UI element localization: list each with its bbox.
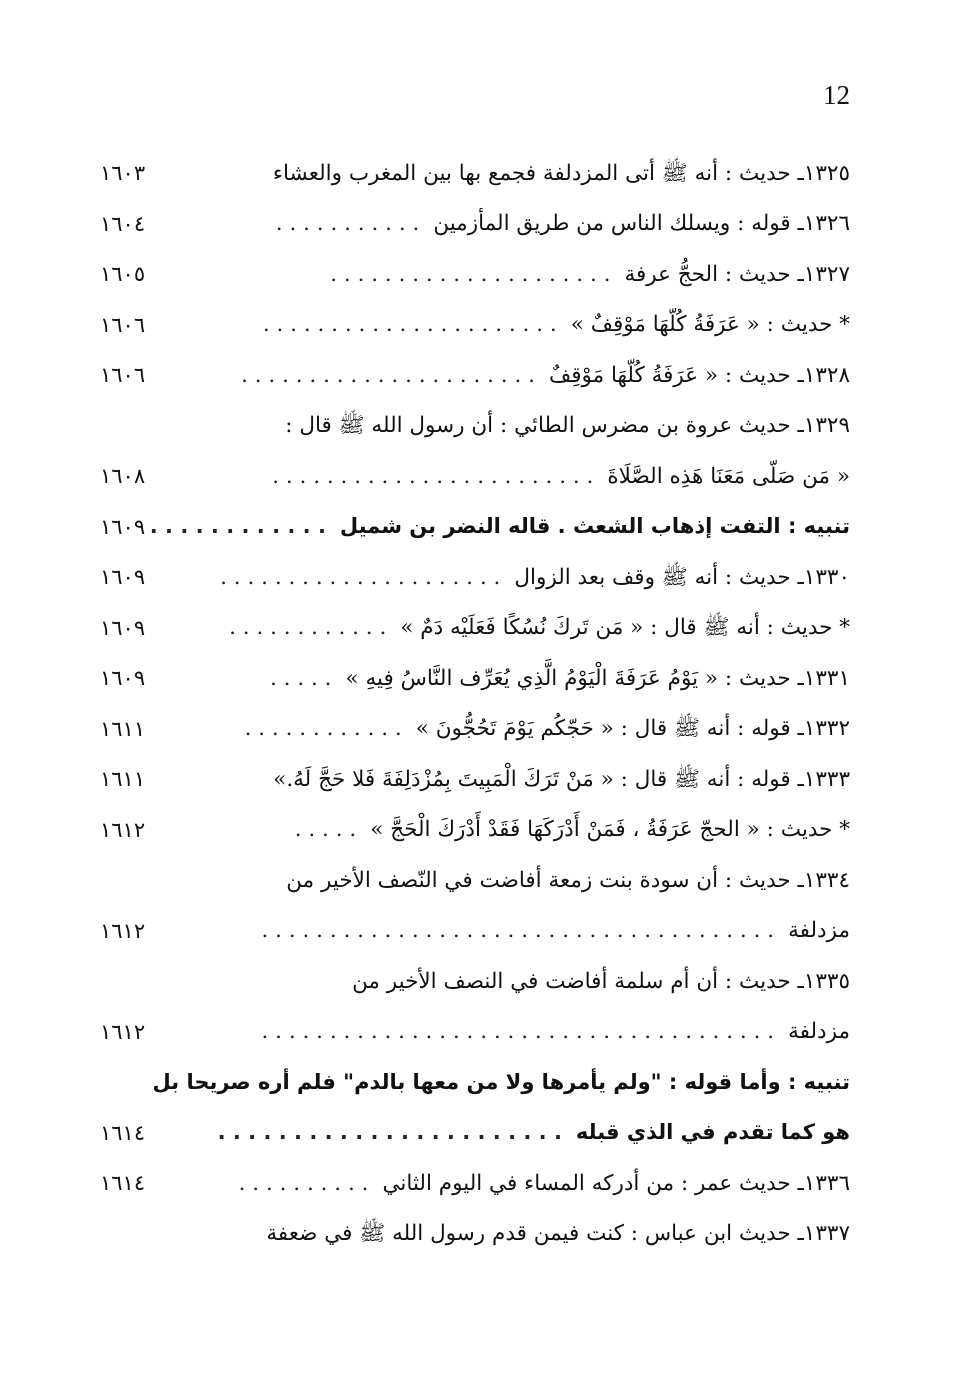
toc-entry-text: تنبيه : التفت إذهاب الشعث . قاله النضر بن شميل (339, 514, 850, 539)
toc-leader-dots: . . . . . . . . . . . (275, 211, 420, 236)
toc-leader-dots: . . . . . . . . . . (238, 1170, 369, 1196)
toc-page-number: ١٦٠٩ (100, 514, 146, 539)
toc-entry (215, 766, 850, 792)
toc-entry (215, 362, 850, 388)
toc-page-number: ١٦١١ (100, 716, 146, 741)
toc-entry-text: ١٣٣٠ـ حديث : أنه ﷺ وقف بعد الزوال (514, 564, 850, 590)
toc-entry-text: تنبيه : وأما قوله : "ولم يأمرها ولا من معها بالدم" فلم أره صريحا بل (152, 1069, 850, 1094)
toc-entry-text: ١٣٢٦ـ قوله : ويسلك الناس من طريق المأزمين (433, 211, 850, 236)
toc-page-number: ١٦١٤ (100, 1120, 146, 1145)
toc-entry-text: ١٣٣٧ـ حديث ابن عباس : كنت فيمن قدم رسول الله ﷺ في ضعفة (266, 1221, 850, 1246)
toc-entry (215, 463, 850, 489)
toc-page-number: ١٦١٢ (100, 1019, 146, 1044)
toc-page-number: ١٦٠٩ (100, 666, 146, 691)
table-of-contents (100, 148, 850, 1259)
toc-row (100, 451, 850, 502)
toc-page-number: ١٦٠٩ (100, 565, 146, 590)
toc-entry (215, 261, 850, 287)
toc-row (100, 754, 850, 805)
toc-row (100, 855, 850, 906)
toc-entry (215, 665, 850, 691)
toc-leader-dots: . . . . . . . . . . . . . . . . . . . . . . . . (272, 463, 594, 489)
toc-row (100, 653, 850, 704)
toc-entry-text: ١٣٣١ـ حديث : « يَوْمُ عَرَفَةَ الْيَوْمُ الَّذِي يُعَرِّف النَّاسُ فِيهِ » (345, 665, 850, 691)
toc-page-number: ١٦٠٥ (100, 262, 146, 287)
toc-leader-dots: . . . . . . . . . . . . . . . . . . . . . (330, 261, 611, 287)
toc-row (100, 1057, 850, 1108)
toc-entry-text: * حديث : أنه ﷺ قال : « مَن تَركَ نُسُكًا فَعَلَيْه دَمٌ » (400, 615, 850, 640)
toc-leader-dots: . . . . . . . . . . . . . . . . . . . . . . (241, 362, 535, 388)
toc-page-number: ١٦٠٨ (100, 464, 146, 489)
page-number: 12 (823, 80, 850, 110)
toc-entry (152, 1069, 850, 1094)
toc-entry (215, 617, 850, 639)
toc-entry (215, 718, 850, 740)
toc-row (100, 249, 850, 300)
toc-row (100, 704, 850, 755)
toc-entry-text: مزدلفة (788, 1019, 850, 1044)
toc-entry-text: ١٣٣٤ـ حديث : أن سودة بنت زمعة أفاضت في النّصف الأخير من (286, 867, 850, 893)
toc-entry-text: مزدلفة (788, 918, 850, 943)
toc-row (100, 552, 850, 603)
toc-page-number: ١٦١٢ (100, 918, 146, 943)
toc-entry (215, 819, 850, 841)
toc-row (100, 1108, 850, 1159)
toc-entry-text: « مَن صَلّى مَعَنَا هَذِه الصَّلَاةَ (607, 463, 850, 489)
toc-entry-text: ١٣٣٢ـ قوله : أنه ﷺ قال : « حَجّكُم يَوْمَ تَحُجُّونَ » (415, 716, 850, 741)
toc-row (100, 1158, 850, 1209)
toc-page-number: ١٦٠٦ (100, 363, 146, 388)
toc-row (100, 805, 850, 856)
toc-row (100, 401, 850, 452)
toc-page-number: ١٦١٢ (100, 817, 146, 842)
toc-page-number: ١٦٠٦ (100, 312, 146, 337)
toc-entry-text: * حديث : « عَرَفَةُ كُلّهَا مَوْقِفٌ » (570, 312, 850, 337)
toc-row (100, 603, 850, 654)
toc-row (100, 956, 850, 1007)
toc-row (100, 1007, 850, 1058)
toc-entry (215, 867, 850, 893)
toc-row (100, 906, 850, 957)
toc-leader-dots: . . . . . (294, 817, 357, 842)
toc-entry (149, 514, 850, 539)
toc-entry (215, 564, 850, 590)
toc-entry (215, 415, 850, 437)
toc-page-number: ١٦٠٤ (100, 211, 146, 236)
toc-leader-dots: . . . . . . . . . . . . . . . . . . . . . . . . . . . . . . . . . . . . . . (261, 1019, 775, 1044)
toc-entry-text: ١٣٢٧ـ حديث : الحجُّ عرفة (624, 261, 850, 287)
toc-leader-dots: . . . . . . . . . . . . . . . . . . . . . (220, 564, 501, 590)
toc-entry-text: ١٣٣٥ـ حديث : أن أم سلمة أفاضت في النصف الأخير من (352, 968, 850, 994)
toc-entry-text: ١٣٣٣ـ قوله : أنه ﷺ قال : « مَنْ تَرَكَ الْمَبِيتَ بِمُزْدَلِفَةَ فَلا حَجَّ لَهُ.» (273, 766, 850, 792)
toc-entry-text: ١٣٢٨ـ حديث : « عَرَفَةُ كُلّهَا مَوْقِفٌ (548, 362, 850, 388)
toc-entry (215, 1021, 850, 1043)
toc-leader-dots: . . . . . . . . . . . . (244, 716, 402, 741)
toc-entry-text: هو كما تقدم في الذي قبله (575, 1120, 850, 1145)
toc-leader-dots: . . . . . . . . . . . . . . . . . . . . . . (262, 312, 557, 337)
toc-leader-dots: . . . . . . . . . . . . (149, 514, 326, 539)
toc-entry (215, 920, 850, 942)
toc-entry (215, 1170, 850, 1196)
toc-entry (215, 1122, 850, 1143)
toc-row (100, 148, 850, 199)
toc-page-number: ١٦٠٩ (100, 615, 146, 640)
toc-leader-dots: . . . . . (270, 665, 332, 691)
toc-row (100, 502, 850, 553)
toc-entry-text: ١٣٢٥ـ حديث : أنه ﷺ أتى المزدلفة فجمع بها بين المغرب والعشاء (272, 160, 850, 186)
toc-entry-text: ١٣٣٦ـ حديث عمر : من أدركه المساء في اليوم الثاني (382, 1170, 850, 1196)
toc-row (100, 350, 850, 401)
toc-row (100, 300, 850, 351)
toc-page-number: ١٦١١ (100, 767, 146, 792)
toc-row (100, 199, 850, 250)
toc-page-number: ١٦١٤ (100, 1171, 146, 1196)
toc-entry (215, 160, 850, 186)
toc-page-number: ١٦٠٣ (100, 161, 146, 186)
toc-leader-dots: . . . . . . . . . . . . (229, 615, 387, 640)
toc-entry (215, 968, 850, 994)
toc-leader-dots: . . . . . . . . . . . . . . . . . . . . . . . (217, 1120, 562, 1145)
toc-entry-text: ١٣٢٩ـ حديث عروة بن مضرس الطائي : أن رسول الله ﷺ قال : (285, 413, 850, 438)
toc-leader-dots: . . . . . . . . . . . . . . . . . . . . . . . . . . . . . . . . . . . . . . (261, 918, 775, 943)
toc-entry-text: * حديث : « الحجّ عَرَفَةُ ، فَمَنْ أَدْرَكَهَا فَقَدْ أَدْرَكَ الْحَجَّ » (370, 817, 850, 842)
toc-entry (215, 213, 850, 235)
toc-entry (215, 1223, 850, 1245)
toc-row (100, 1209, 850, 1260)
toc-entry (215, 314, 850, 336)
